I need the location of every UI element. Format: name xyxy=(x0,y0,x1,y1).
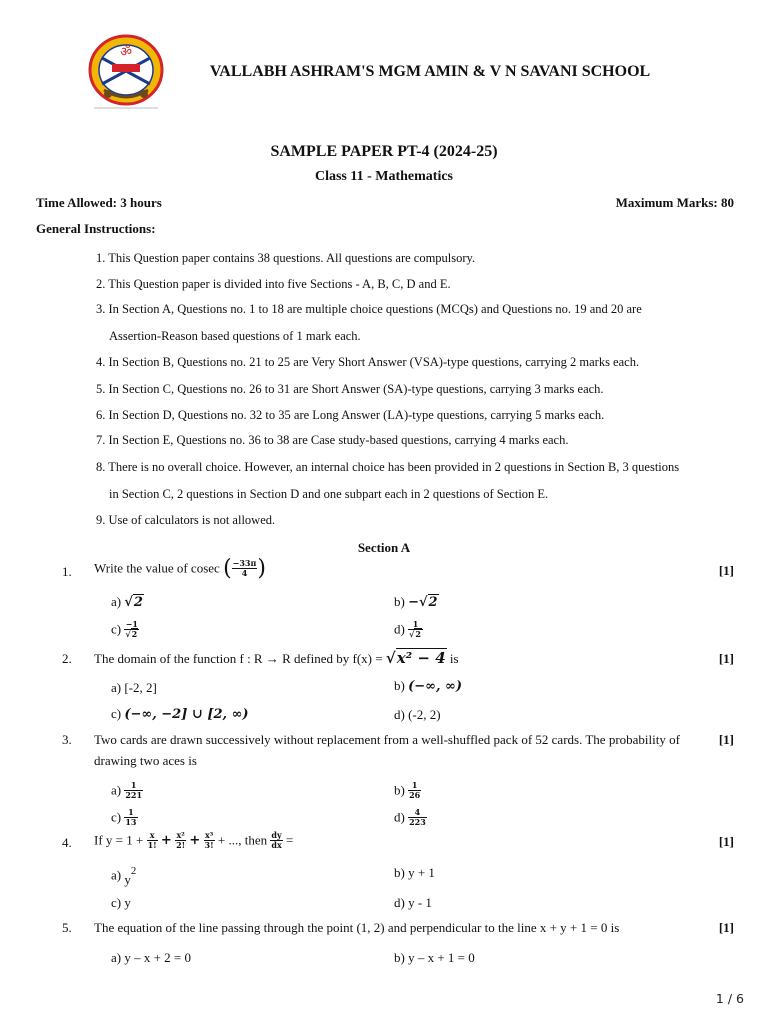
instruction-item: in Section C, 2 questions in Section D and one subpart each in 2 questions of Section E. xyxy=(109,487,549,501)
option-d: d) $\frac{4}{223}$ xyxy=(394,807,426,827)
question-text: drawing two aces is xyxy=(94,753,197,768)
option-b: b) $\frac{1}{26}$ xyxy=(394,780,421,800)
option-c: c) $\frac{1}{13}$ xyxy=(111,807,137,827)
option-b: b) (−∞, ∞) xyxy=(394,678,462,694)
question-marks: [1] xyxy=(718,920,734,935)
question-marks: [1] xyxy=(718,732,734,747)
open-paren-icon: ( xyxy=(223,556,232,581)
instruction-item: 8. There is no overall choice. However, an internal choice has been provided in 2 questions in Section B, 3 questions xyxy=(96,460,680,474)
option-d: d) $\frac{1}{√2}$ xyxy=(394,619,421,639)
option-d: d) (-2, 2) xyxy=(394,707,441,722)
instruction-item: 9. Use of calculators is not allowed. xyxy=(96,513,276,527)
instruction-item: 2. This Question paper is divided into five Sections - A, B, C, D and E. xyxy=(96,277,451,291)
q1-text: Write the value of cosec xyxy=(94,560,220,576)
question-number: 4. xyxy=(62,835,72,850)
option-a: a) $y^2$ xyxy=(111,865,137,888)
q1-argument-fraction: $\frac{-33\pi}{4}$ xyxy=(232,558,257,578)
class-subject: Class 11 - Mathematics xyxy=(314,169,454,184)
option-d: d) y - 1 xyxy=(394,895,432,910)
question-number: 2. xyxy=(62,651,72,666)
question-text: Two cards are drawn successively without replacement from a well-shuffled pack of 52 cards. The probability of xyxy=(94,732,680,747)
instruction-item: 1. This Question paper contains 38 questions. All questions are compulsory. xyxy=(96,251,476,265)
max-marks: Maximum Marks: 80 xyxy=(615,195,734,210)
question-marks: [1] xyxy=(718,563,734,578)
question-number: 1. xyxy=(62,564,72,579)
svg-text:ॐ: ॐ xyxy=(120,45,132,60)
section-a-heading: Section A xyxy=(357,540,411,555)
general-instructions-heading: General Instructions: xyxy=(36,221,156,236)
question-marks: [1] xyxy=(718,651,734,666)
page-number: 1 / 6 xyxy=(715,991,744,1006)
option-a: a) √2 xyxy=(111,594,143,610)
question-text xyxy=(94,556,266,581)
instruction-item: 6. In Section D, Questions no. 32 to 35 are Long Answer (LA)-type questions, carrying 5 marks each. xyxy=(96,408,605,422)
option-a: a) y – x + 2 = 0 xyxy=(111,950,192,965)
close-paren-icon: ) xyxy=(257,556,266,581)
option-c: c) (−∞, −2] ∪ [2, ∞) xyxy=(111,706,249,722)
option-b: b) −√2 xyxy=(394,594,438,610)
option-b: b) y + 1 xyxy=(394,865,435,880)
instruction-item: Assertion-Reason based questions of 1 mark each. xyxy=(109,329,361,343)
question-number: 3. xyxy=(62,732,72,747)
paper-title: SAMPLE PAPER PT-4 (2024-25) xyxy=(270,143,498,160)
instruction-item: 3. In Section A, Questions no. 1 to 18 are multiple choice questions (MCQs) and Questions no. 19 and 20 are xyxy=(96,302,642,316)
school-name: VALLABH ASHRAM'S MGM AMIN & V N SAVANI SCHOOL xyxy=(209,63,651,80)
option-c: c) $\frac{-1}{√2}$ xyxy=(111,619,138,639)
instruction-item: 4. In Section B, Questions no. 21 to 25 are Very Short Answer (VSA)-type questions, carrying 2 marks each. xyxy=(96,355,640,369)
question-text: The domain of the function f : R → R defined by f(x) = √x² − 4 is xyxy=(94,649,459,667)
option-c: c) y xyxy=(111,895,131,910)
question-number: 5. xyxy=(62,920,72,935)
instruction-item: 7. In Section E, Questions no. 36 to 38 are Case study-based questions, carrying 4 marks each. xyxy=(96,433,569,447)
time-allowed: Time Allowed: 3 hours xyxy=(36,195,162,210)
question-text: The equation of the line passing through the point (1, 2) and perpendicular to the line x + y + 1 = 0 is xyxy=(94,920,620,935)
instruction-item: 5. In Section C, Questions no. 26 to 31 are Short Answer (SA)-type questions, carrying 3 marks each. xyxy=(96,382,604,396)
option-b: b) y – x + 1 = 0 xyxy=(394,950,475,965)
question-marks: [1] xyxy=(718,834,734,849)
question-text: If y = 1 + $\frac{x}{1!}$ + $\frac{\text{x²}}{2!}$ + $\frac{\text{x³}}{3!}$ + ..., then $\frac{dy}{dx}$ = xyxy=(94,830,294,850)
option-a: a) $\frac{1}{221}$ xyxy=(111,780,143,800)
option-a: a) [-2, 2] xyxy=(111,680,157,695)
